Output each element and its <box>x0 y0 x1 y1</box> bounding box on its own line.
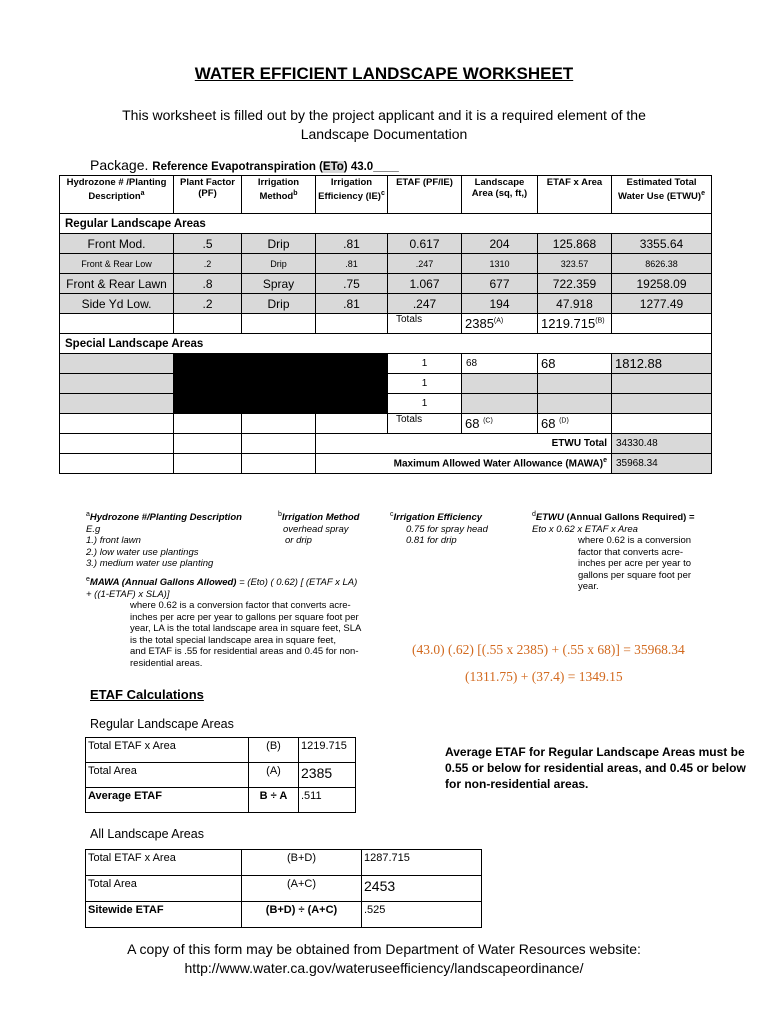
cell <box>612 314 712 334</box>
cell: 1812.88 <box>612 354 712 374</box>
cell: .81 <box>316 234 388 254</box>
header-irrigation-efficiency: Irrigation Efficiency (IE)$^c$ <box>316 176 388 214</box>
table-row <box>86 902 482 928</box>
regular-etaf-table <box>85 737 356 813</box>
cell: Total Area <box>86 876 242 902</box>
cell: (A) <box>249 763 299 788</box>
page-title: WATER EFFICIENT LANDSCAPE WORKSHEET <box>194 64 574 83</box>
mawa-label: Maximum Allowed Water Allowance (MAWA)$^e$ <box>316 454 612 474</box>
cell: 677 <box>462 274 538 294</box>
table-row <box>86 738 356 763</box>
cell <box>60 374 174 394</box>
cell: 2385 <box>299 763 356 788</box>
etaf-calculations-heading: ETAF Calculations <box>90 687 204 702</box>
cell <box>174 434 242 454</box>
intro-text <box>60 106 708 144</box>
cell: Spray <box>242 274 316 294</box>
cell: .511 <box>299 788 356 813</box>
cell <box>462 394 538 414</box>
footnote-e: $^e$MAWA (Annual Gallons Allowed) = (Eto) ( 0.62) [ (ETAF x LA) + ((1-ETAF) x SLA)] where 0.62 is a conversion factor that converts acre- inches per acre per year to gallons per square foot per year, LA is the total landscape area in square feet, SLA is the total special landscape area in square feet, and ETAF is .55 for residential areas and 0.45 for non- residential areas. <box>86 576 362 669</box>
cell <box>612 414 712 434</box>
cell <box>316 314 388 334</box>
cell: .81 <box>316 294 388 314</box>
cell: Drip <box>242 294 316 314</box>
regular-section-row <box>60 214 712 234</box>
table-row <box>86 788 356 813</box>
cell: Total ETAF x Area <box>86 850 242 876</box>
cell: 1277.49 <box>612 294 712 314</box>
header-etaf: ETAF (PF/IE) <box>388 176 462 214</box>
etwu-total-label: ETWU Total <box>316 434 612 454</box>
total-area-a: $2385^{(A)}$ <box>462 314 538 334</box>
totals-label: Totals <box>388 414 462 434</box>
cell: Total Area <box>86 763 249 788</box>
footnote-b: $^b$Irrigation Method overhead spray or drip <box>278 511 360 547</box>
cell: 47.918 <box>538 294 612 314</box>
cell: (B+D) <box>242 850 362 876</box>
cell: 2453 <box>362 876 482 902</box>
average-etaf-note: Average ETAF for Regular Landscape Areas must be 0.55 or below for residential areas, and 0.45 or below for non-residential areas. <box>445 745 746 791</box>
cell <box>242 454 316 474</box>
cell: 125.868 <box>538 234 612 254</box>
cell: 1.067 <box>388 274 462 294</box>
cell: (B) <box>249 738 299 763</box>
cell: 3355.64 <box>612 234 712 254</box>
footnote-d: $^d$ETWU (Annual Gallons Required) = Eto x 0.62 x ETAF x Area where 0.62 is a conversion factor that converts acre- inches per acre per year to gallons per square foot per year. <box>532 511 695 593</box>
cell: .81 <box>316 254 388 274</box>
cell: Sitewide ETAF <box>86 902 242 928</box>
table-row <box>60 234 712 254</box>
cell <box>612 394 712 414</box>
cell: .5 <box>174 234 242 254</box>
cell: 1 <box>388 374 462 394</box>
cell <box>316 414 388 434</box>
special-section-row <box>60 334 712 354</box>
mawa-calculation-line-2: (1311.75) + (37.4) = 1349.15 <box>465 669 623 684</box>
cell: .2 <box>174 254 242 274</box>
cell <box>60 434 174 454</box>
redacted-block <box>174 354 388 414</box>
cell: 1287.715 <box>362 850 482 876</box>
footnote-a: $^a$Hydrozone #/Planting Description E.g 1.) front lawn 2.) low water use plantings 3.) medium water use planting <box>86 511 242 570</box>
cell <box>60 354 174 374</box>
header-etwu: Estimated Total Water Use (ETWU)$^e$ <box>612 176 712 214</box>
cell: .247 <box>388 254 462 274</box>
package-line <box>90 157 399 173</box>
special-totals-row <box>60 414 712 434</box>
cell: 1219.715 <box>299 738 356 763</box>
package-label: Package. <box>90 157 149 173</box>
cell: .525 <box>362 902 482 928</box>
mawa-calculation-line-1: (43.0) (.62) [(.55 x 2385) + (.55 x 68)] = 35968.34 <box>412 642 685 657</box>
cell: (A+C) <box>242 876 362 902</box>
intro-line-1: This worksheet is filled out by the project applicant and it is a required element of the <box>122 107 646 123</box>
cell: 1 <box>388 354 462 374</box>
cell <box>60 394 174 414</box>
cell: 8626.38 <box>612 254 712 274</box>
header-etaf-area: ETAF x Area <box>538 176 612 214</box>
water-use-table <box>59 175 712 474</box>
cell <box>60 454 174 474</box>
cell: .2 <box>174 294 242 314</box>
cell <box>538 394 612 414</box>
cell: 68 <box>462 354 538 374</box>
cell: Average ETAF <box>86 788 249 813</box>
footer-line-1: A copy of this form may be obtained from Department of Water Resources website: <box>127 941 641 957</box>
cell: Total ETAF x Area <box>86 738 249 763</box>
special-section-label: Special Landscape Areas <box>60 334 712 354</box>
totals-label: Totals <box>388 314 462 334</box>
cell: Front & Rear Lawn <box>60 274 174 294</box>
footer <box>0 940 768 978</box>
cell: 204 <box>462 234 538 254</box>
cell <box>60 314 174 334</box>
cell <box>242 414 316 434</box>
header-hydrozone: Hydrozone # /Planting Description$^a$ <box>60 176 174 214</box>
table-row <box>60 294 712 314</box>
cell <box>174 454 242 474</box>
header-landscape-area: Landscape Area (sq, ft,) <box>462 176 538 214</box>
cell <box>538 374 612 394</box>
table-row <box>86 850 482 876</box>
total-etaf-area-b: $1219.715^{(B)}$ <box>538 314 612 334</box>
cell <box>462 374 538 394</box>
table-row <box>60 274 712 294</box>
cell: Front Mod. <box>60 234 174 254</box>
regular-totals-row <box>60 314 712 334</box>
cell: B ÷ A <box>249 788 299 813</box>
etwu-total-value: 34330.48 <box>612 434 712 454</box>
cell: Front & Rear Low <box>60 254 174 274</box>
mawa-row <box>60 454 712 474</box>
cell: Drip <box>242 234 316 254</box>
cell: .8 <box>174 274 242 294</box>
total-area-c: 68 $^{(C)}$ <box>462 414 538 434</box>
total-etaf-area-d: 68 $^{(D)}$ <box>538 414 612 434</box>
cell: 194 <box>462 294 538 314</box>
cell: Side Yd Low. <box>60 294 174 314</box>
intro-line-2: Landscape Documentation <box>300 126 468 142</box>
table-row <box>86 763 356 788</box>
table-row <box>60 254 712 274</box>
regular-section-label: Regular Landscape Areas <box>60 214 712 234</box>
eto-reference-label: Reference Evapotranspiration (ETo) 43.0____ <box>152 161 399 173</box>
cell <box>174 314 242 334</box>
cell <box>242 314 316 334</box>
cell: 323.57 <box>538 254 612 274</box>
cell: .247 <box>388 294 462 314</box>
etwu-total-row <box>60 434 712 454</box>
mawa-value: 35968.34 <box>612 454 712 474</box>
cell: 68 <box>538 354 612 374</box>
cell: 722.359 <box>538 274 612 294</box>
header-plant-factor: Plant Factor (PF) <box>174 176 242 214</box>
cell <box>612 374 712 394</box>
table-header-row <box>60 176 712 214</box>
cell: 0.617 <box>388 234 462 254</box>
table-row <box>86 876 482 902</box>
regular-areas-label: Regular Landscape Areas <box>90 717 234 731</box>
header-irrigation-method: Irrigation Method$^b$ <box>242 176 316 214</box>
cell <box>60 414 174 434</box>
cell: 19258.09 <box>612 274 712 294</box>
table-row <box>60 354 712 374</box>
dwr-website-link[interactable]: http://www.water.ca.gov/wateruseefficiency/landscapeordinance/ <box>184 960 584 976</box>
cell <box>174 414 242 434</box>
cell: (B+D) ÷ (A+C) <box>242 902 362 928</box>
cell: 1 <box>388 394 462 414</box>
cell <box>242 434 316 454</box>
all-etaf-table <box>85 849 482 928</box>
cell: .75 <box>316 274 388 294</box>
all-areas-label: All Landscape Areas <box>90 827 204 841</box>
cell: Drip <box>242 254 316 274</box>
footnote-c: $^c$Irrigation Efficiency 0.75 for spray head 0.81 for drip <box>390 511 488 547</box>
cell: 1310 <box>462 254 538 274</box>
